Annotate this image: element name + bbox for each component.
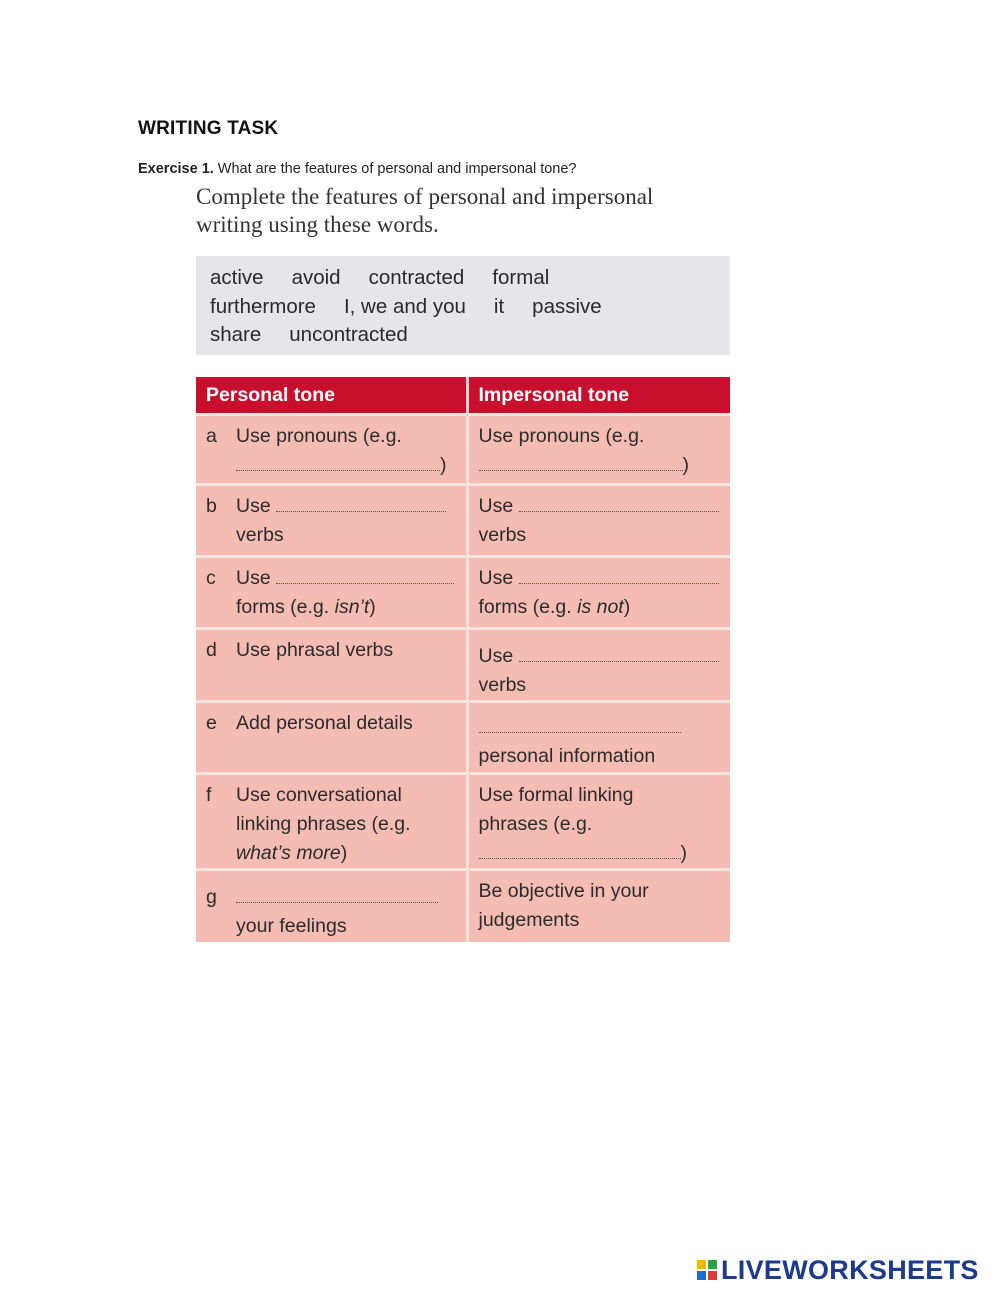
cell-text: Use <box>478 495 514 517</box>
cell-text: forms (e.g. <box>236 596 335 618</box>
row-letter: g <box>206 886 217 908</box>
word-box-line <box>210 321 716 350</box>
table-row <box>196 629 730 702</box>
answer-blank[interactable] <box>519 647 719 662</box>
word-option: uncontracted <box>289 323 408 346</box>
impersonal-cell <box>467 870 730 942</box>
answer-blank[interactable] <box>519 497 719 512</box>
row-letter: d <box>206 639 217 661</box>
cell-example: isn’t <box>334 596 370 618</box>
table-row <box>196 774 730 870</box>
row-letter: a <box>206 425 217 447</box>
impersonal-cell <box>467 702 730 774</box>
row-letter: c <box>206 567 216 589</box>
cell-text: Be objective in your <box>478 880 649 902</box>
cell-text: Use <box>478 645 514 667</box>
word-option: avoid <box>291 266 341 289</box>
cell-text: Use <box>478 567 514 589</box>
word-box-line <box>210 293 716 322</box>
logo-block <box>708 1260 717 1269</box>
table-row <box>196 415 730 485</box>
cell-text: Add personal details <box>236 712 413 734</box>
table-row <box>196 702 730 774</box>
impersonal-cell <box>467 415 730 485</box>
answer-blank[interactable] <box>276 497 446 512</box>
word-box-line <box>210 264 716 293</box>
answer-blank[interactable] <box>276 569 454 584</box>
liveworksheets-logo <box>697 1255 979 1285</box>
row-letter: e <box>206 712 217 734</box>
cell-text: personal information <box>478 745 656 767</box>
logo-icon <box>697 1260 717 1280</box>
cell-text: ) <box>440 454 447 476</box>
cell-text: Use pronouns (e.g. <box>478 425 645 447</box>
exercise-prompt <box>138 161 577 177</box>
impersonal-cell <box>467 774 730 870</box>
cell-text: ) <box>623 596 631 618</box>
word-option: contracted <box>368 266 465 289</box>
instruction-line-2: writing using these words. <box>196 212 439 237</box>
table-row <box>196 870 730 942</box>
personal-cell <box>196 629 467 702</box>
cell-text: forms (e.g. <box>478 596 578 618</box>
personal-cell <box>196 702 467 774</box>
word-option: active <box>210 266 264 289</box>
personal-cell <box>196 774 467 870</box>
header-personal-tone: Personal tone <box>196 377 467 415</box>
answer-blank[interactable] <box>236 888 438 903</box>
word-option: I, we and you <box>343 294 466 318</box>
header-impersonal-tone: Impersonal tone <box>467 377 730 415</box>
table-row <box>196 485 730 557</box>
cell-example: is not <box>577 596 624 618</box>
table-header-row <box>196 377 730 415</box>
personal-cell <box>196 415 467 485</box>
word-option: furthermore <box>210 294 316 318</box>
impersonal-cell <box>467 557 730 629</box>
cell-text: linking phrases (e.g. <box>236 813 411 835</box>
cell-text: Use phrasal verbs <box>236 639 394 661</box>
cell-text: verbs <box>478 524 527 546</box>
cell-text: verbs <box>236 524 284 546</box>
personal-cell <box>196 485 467 557</box>
word-option: share <box>210 323 262 346</box>
exercise-question: What are the features of personal and impersonal tone? <box>217 161 577 177</box>
cell-text: judgements <box>478 909 580 931</box>
impersonal-cell <box>467 629 730 702</box>
cell-text: Use <box>236 495 271 517</box>
cell-text: ) <box>369 596 376 618</box>
cell-text: Use formal linking <box>478 784 634 806</box>
cell-text: phrases (e.g. <box>478 813 593 835</box>
logo-text: LIVEWORKSHEETS <box>721 1254 979 1285</box>
cell-text: verbs <box>478 674 527 696</box>
row-letter: b <box>206 495 217 517</box>
instruction-text <box>196 183 756 239</box>
word-box <box>196 256 730 355</box>
answer-blank[interactable] <box>479 456 683 471</box>
personal-cell <box>196 557 467 629</box>
logo-block <box>697 1260 706 1269</box>
page-title: WRITING TASK <box>138 118 279 139</box>
cell-text: your feelings <box>236 915 347 937</box>
table-row <box>196 557 730 629</box>
cell-text: Use conversational <box>236 784 402 806</box>
answer-blank[interactable] <box>479 718 681 733</box>
answer-blank[interactable] <box>519 569 719 584</box>
row-letter: f <box>206 784 212 806</box>
logo-block <box>708 1271 717 1280</box>
word-option: formal <box>492 266 550 289</box>
logo-block <box>697 1271 706 1280</box>
answer-blank[interactable] <box>479 844 681 859</box>
cell-text: ) <box>682 454 689 476</box>
cell-text: ) <box>680 842 687 864</box>
exercise-label: Exercise 1. <box>138 161 214 177</box>
instruction-line-1: Complete the features of personal and impersonal <box>196 184 654 209</box>
word-option: it <box>493 294 505 318</box>
answer-blank[interactable] <box>236 456 440 471</box>
word-option: passive <box>532 294 602 318</box>
personal-cell <box>196 870 467 942</box>
tone-table <box>196 377 730 942</box>
cell-text: Use pronouns (e.g. <box>236 425 402 447</box>
cell-text: ) <box>340 842 348 864</box>
cell-example: what’s more <box>236 842 341 864</box>
impersonal-cell <box>467 485 730 557</box>
cell-text: Use <box>236 567 271 589</box>
